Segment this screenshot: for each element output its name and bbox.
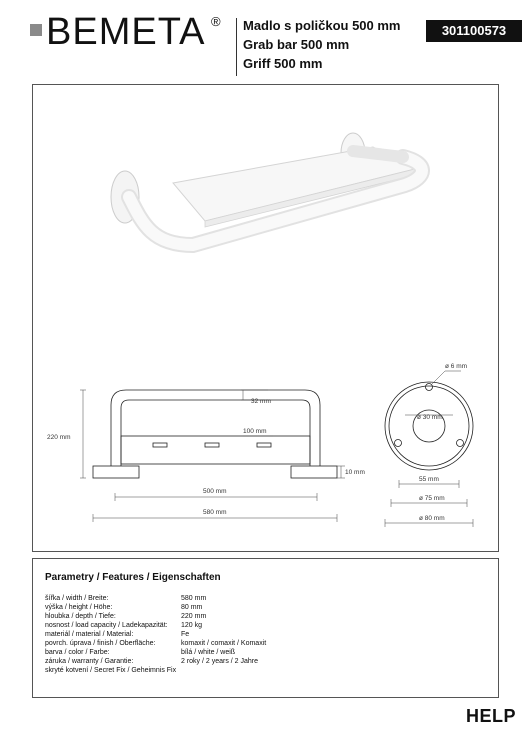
- parameters-panel: [32, 558, 499, 698]
- param-label: výška / height / Höhe:: [45, 604, 113, 611]
- screw-hole-left: [395, 440, 402, 447]
- param-label: šířka / width / Breite:: [45, 595, 109, 602]
- rosette-view: [385, 382, 473, 470]
- technical-drawing: [33, 85, 500, 553]
- title-cz: Madlo s poličkou 500 mm: [243, 18, 401, 33]
- screw-hole-right: [457, 440, 464, 447]
- dim-shelf-depth: 100 mm: [243, 428, 267, 435]
- product-titles: [243, 16, 401, 73]
- front-dimensions: [80, 390, 345, 522]
- dim-center-diameter: ø 30 mm: [417, 414, 443, 421]
- dim-shelf-gap: 32 mm: [251, 398, 271, 405]
- dim-base-thickness: 10 mm: [345, 469, 365, 476]
- dim-hole-circle: ø 75 mm: [419, 495, 445, 502]
- title-divider: [236, 18, 237, 76]
- front-view: [93, 390, 337, 478]
- title-de: Griff 500 mm: [243, 56, 323, 71]
- dim-rosette-diameter: ø 80 mm: [419, 515, 445, 522]
- param-label: materiál / material / Material:: [45, 631, 134, 638]
- right-base: [291, 466, 337, 478]
- title-en: Grab bar 500 mm: [243, 37, 350, 52]
- registered-mark: ®: [211, 14, 221, 29]
- product-illustration: [111, 133, 422, 245]
- param-value: 80 mm: [181, 604, 203, 611]
- logo-square-icon: [30, 24, 42, 36]
- param-label: barva / color / Farbe:: [45, 649, 110, 656]
- param-value: 220 mm: [181, 613, 207, 620]
- bar-outer: [111, 390, 320, 466]
- param-value: 120 kg: [181, 622, 203, 629]
- shelf: [121, 436, 310, 464]
- dim-hole-diameter: ø 6 mm: [445, 363, 468, 370]
- dim-inner-width: 500 mm: [203, 488, 227, 495]
- parameters-title: Parametry / Features / Eigenschaften: [45, 572, 221, 583]
- dim-height: 220 mm: [47, 434, 71, 441]
- dim-outer-width: 580 mm: [203, 509, 227, 516]
- param-value: 2 roky / 2 years / 2 Jahre: [181, 658, 259, 665]
- screw-hole-top: [426, 384, 433, 391]
- param-label: záruka / warranty / Garantie:: [45, 658, 134, 665]
- drawing-frame: [32, 84, 499, 552]
- dim-hole-spacing: 55 mm: [419, 476, 439, 483]
- left-base: [93, 466, 139, 478]
- param-label: nosnost / load capacity / Ladekapazität:: [45, 622, 168, 629]
- param-label: povrch. úprava / finish / Oberfläche:: [45, 640, 156, 647]
- param-value: komaxit / comaxit / Komaxit: [181, 640, 267, 647]
- param-label: hloubka / depth / Tiefe:: [45, 613, 116, 620]
- bar-inner: [121, 400, 310, 466]
- param-value: bílá / white / weiß: [181, 649, 236, 656]
- rosette-outer: [385, 382, 473, 470]
- product-code-badge: 301100573: [426, 20, 522, 42]
- help-label: HELP: [465, 706, 516, 726]
- brand-logo: BEMETA: [46, 11, 206, 53]
- param-label: skryté kotvení / Secret Fix / Geheimnis Fix: [45, 667, 177, 674]
- param-value: 580 mm: [181, 595, 207, 602]
- param-value: Fe: [181, 631, 190, 638]
